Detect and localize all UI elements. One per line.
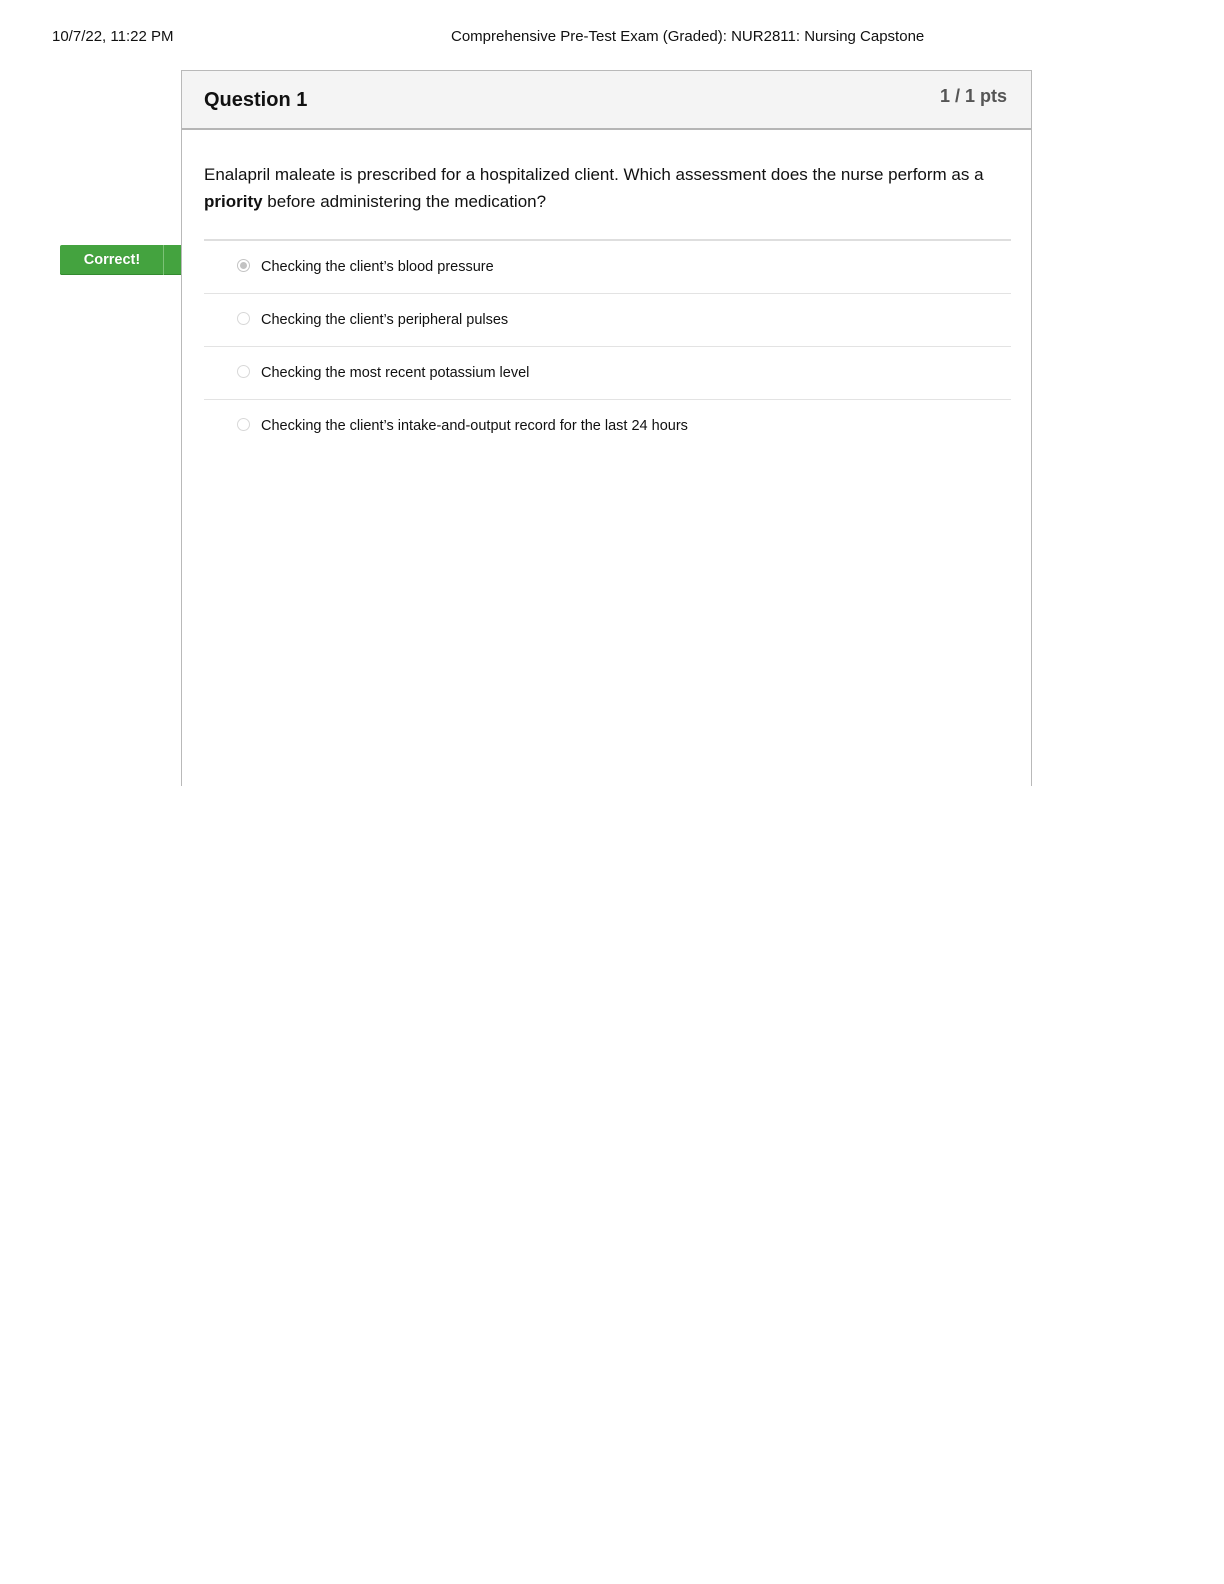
answer-list (204, 239, 1011, 452)
question-points: 1 / 1 pts (939, 86, 1007, 106)
question-card (181, 70, 1032, 786)
question-text (204, 161, 1004, 215)
print-datetime: 10/7/22, 11:22 PM (52, 28, 174, 45)
answer-label: Checking the client’s blood pressure (261, 259, 494, 275)
correct-flag-label: Correct! (83, 252, 141, 268)
radio-unselected-icon[interactable] (237, 312, 250, 325)
question-text-start: Enalapril maleate is prescribed for a hospitalized client. Which assessment does the nurse perform as a (204, 165, 984, 184)
radio-unselected-icon[interactable] (237, 365, 250, 378)
question-text-end: before administering the medication? (262, 192, 547, 211)
answer-option[interactable] (204, 400, 1011, 452)
radio-selected-icon[interactable] (237, 259, 250, 272)
correct-answer-flag (60, 245, 200, 275)
answer-option[interactable] (204, 347, 1011, 400)
answer-option[interactable] (204, 241, 1011, 294)
answer-label: Checking the most recent potassium level (261, 365, 530, 381)
answer-label: Checking the client’s intake-and-output record for the last 24 hours (261, 418, 688, 434)
question-header (182, 71, 1031, 130)
answer-option[interactable] (204, 294, 1011, 347)
radio-unselected-icon[interactable] (237, 418, 250, 431)
question-text-emphasis: priority (204, 192, 263, 211)
print-page-title: Comprehensive Pre-Test Exam (Graded): NUR2811: Nursing Capstone (451, 28, 925, 45)
print-header (0, 28, 1224, 50)
answer-label: Checking the client’s peripheral pulses (261, 312, 509, 328)
question-title: Question 1 (204, 89, 308, 111)
